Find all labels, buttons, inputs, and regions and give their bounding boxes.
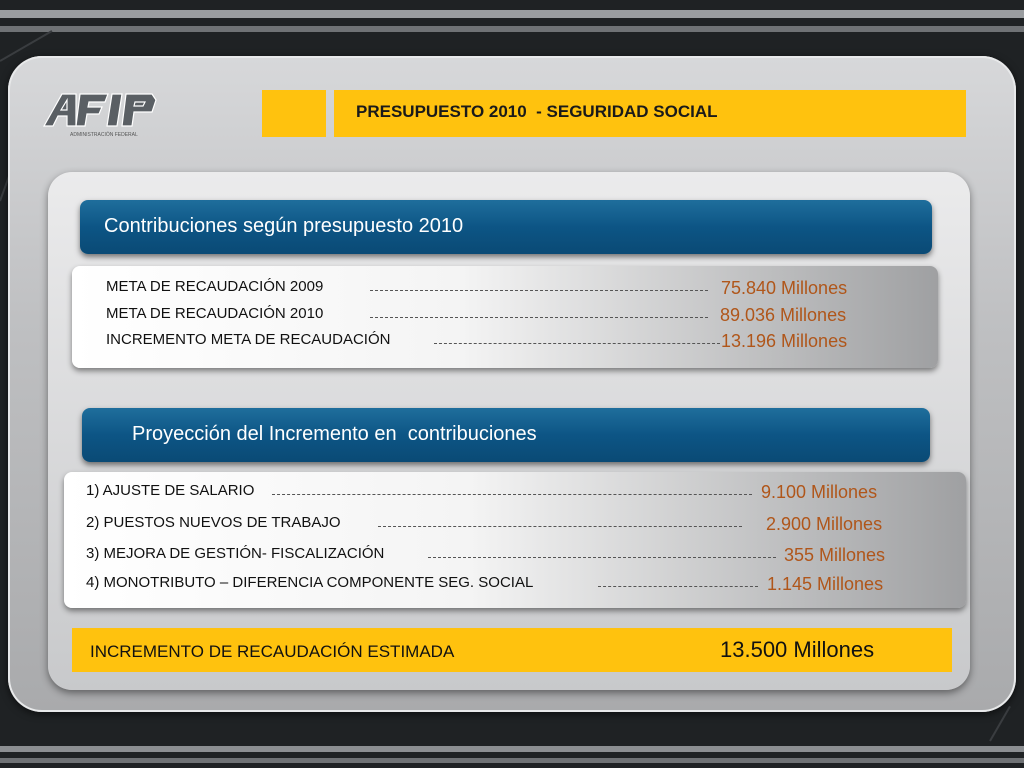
top-stripe xyxy=(0,10,1024,18)
row-leader xyxy=(434,343,720,344)
row-label: META DE RECAUDACIÓN 2010 xyxy=(106,305,324,322)
section1-panel xyxy=(72,266,938,368)
section2-title: Proyección del Incremento en contribuciones xyxy=(132,423,537,445)
table-row xyxy=(64,482,966,506)
row-label: 4) MONOTRIBUTO – DIFERENCIA COMPONENTE SEG. SOCIAL xyxy=(86,574,534,591)
total-value: 13.500 Millones xyxy=(720,637,875,662)
header-yellow-square xyxy=(262,90,326,137)
table-row xyxy=(72,305,938,329)
section1-header xyxy=(80,200,932,254)
row-label: META DE RECAUDACIÓN 2009 xyxy=(106,278,324,295)
section1-title: Contribuciones según presupuesto 2010 xyxy=(104,215,464,237)
row-value: 9.100 Millones xyxy=(761,482,878,502)
row-leader xyxy=(370,290,708,291)
header-title-bar xyxy=(334,90,966,137)
row-label: 2) PUESTOS NUEVOS DE TRABAJO xyxy=(86,514,341,531)
background-line xyxy=(989,706,1011,742)
section2-header xyxy=(82,408,930,462)
table-row xyxy=(64,514,966,538)
row-label: 3) MEJORA DE GESTIÓN- FISCALIZACIÓN xyxy=(86,545,385,562)
row-value: 13.196 Millones xyxy=(721,331,848,351)
row-leader xyxy=(272,494,752,495)
page-title: PRESUPUESTO 2010 - SEGURIDAD SOCIAL xyxy=(356,102,718,121)
row-label: 1) AJUSTE DE SALARIO xyxy=(86,482,255,499)
row-value: 2.900 Millones xyxy=(766,514,883,534)
total-label: INCREMENTO DE RECAUDACIÓN ESTIMADA xyxy=(90,642,455,661)
table-row xyxy=(72,331,938,355)
total-bar xyxy=(72,628,952,672)
row-leader xyxy=(428,557,776,558)
afip-logo-icon xyxy=(42,90,192,140)
section2-panel xyxy=(64,472,966,608)
row-value: 355 Millones xyxy=(784,545,886,565)
bottom-stripe-thin xyxy=(0,758,1024,763)
table-row xyxy=(64,574,966,598)
svg-text:ADMINISTRACIÓN FEDERAL: ADMINISTRACIÓN FEDERAL xyxy=(70,132,138,138)
table-row xyxy=(64,545,966,569)
row-value: 1.145 Millones xyxy=(767,574,884,594)
row-label: INCREMENTO META DE RECAUDACIÓN xyxy=(106,331,391,348)
row-leader xyxy=(598,586,758,587)
row-leader xyxy=(378,526,742,527)
row-leader xyxy=(370,317,708,318)
row-value: 89.036 Millones xyxy=(720,305,847,325)
top-stripe-thin xyxy=(0,26,1024,32)
bottom-stripe xyxy=(0,746,1024,752)
table-row xyxy=(72,278,938,302)
afip-logo xyxy=(42,90,192,140)
row-value: 75.840 Millones xyxy=(721,278,848,298)
